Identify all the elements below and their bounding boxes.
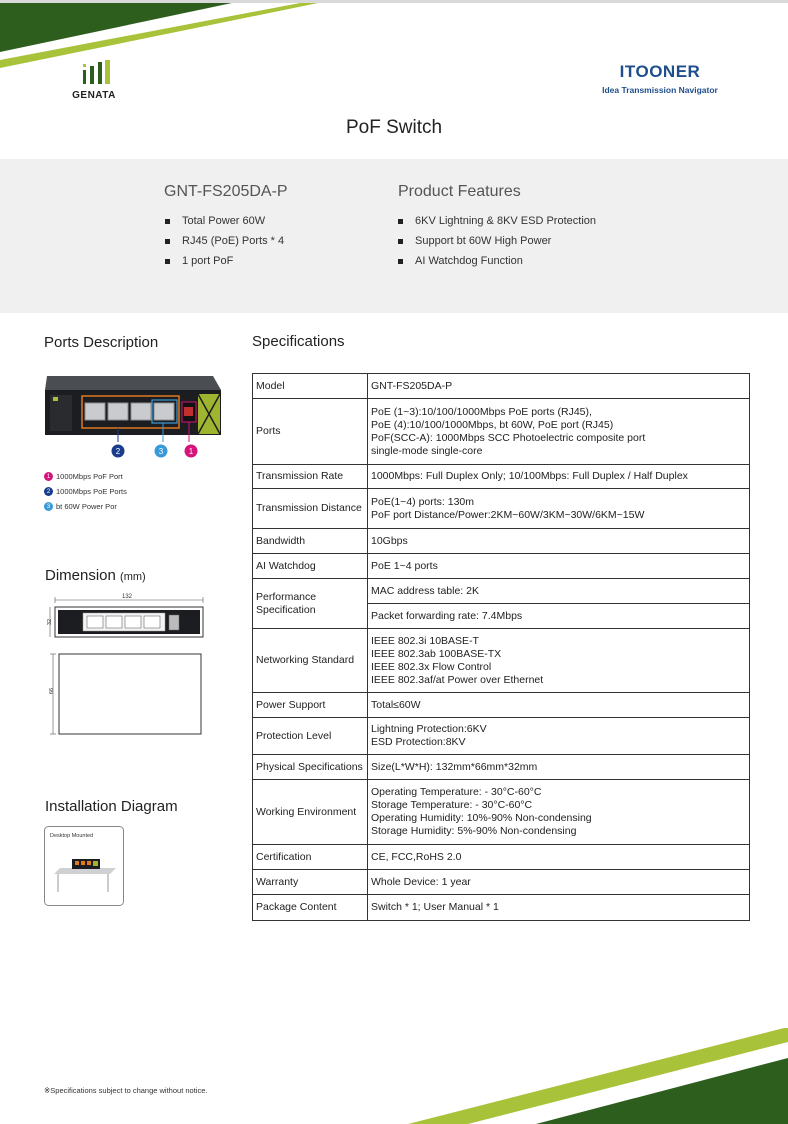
table-row [253, 693, 750, 718]
spec-value-line: PoF(SCC-A): 1000Mbps SCC Photoelectric composite port [371, 431, 646, 444]
spec-key-cell: Performance Specification [253, 579, 368, 629]
model-point: RJ45 (PoE) Ports * 4 [182, 235, 285, 247]
spec-value-cell [368, 399, 750, 465]
dimension-width-label: 132 [121, 594, 133, 600]
genata-logo [66, 60, 126, 102]
genata-logo-text: GENATA [72, 90, 116, 101]
itooner-tagline: Idea Transmission Navigator [602, 85, 718, 95]
model-heading: GNT-FS205DA-P [164, 183, 288, 200]
table-row [253, 870, 750, 895]
spec-key-cell: Working Environment [253, 780, 368, 845]
features-heading: Product Features [398, 183, 521, 200]
ports-heading: Ports Description [44, 334, 159, 351]
genata-bars-icon [81, 60, 111, 84]
model-points-list [165, 211, 284, 271]
spec-value-line: PoE(1~4) ports: 130m [371, 495, 475, 508]
legend-text: 1000Mbps PoF Port [56, 472, 123, 481]
bullet-square-icon [165, 239, 170, 244]
spec-value-line: PoE (1~3):10/100/1000Mbps PoE ports (RJ45), [371, 405, 592, 418]
spec-key-cell: Package Content [253, 895, 368, 921]
spec-value-line: CE, FCC,RoHS 2.0 [371, 850, 462, 863]
feature-item: 6KV Lightning & 8KV ESD Protection [415, 215, 596, 227]
features-list [398, 211, 596, 271]
spec-key-cell: Model [253, 374, 368, 399]
list-item [398, 231, 596, 251]
table-row [253, 579, 750, 604]
legend-dot-icon: 3 [44, 502, 53, 511]
spec-value-line: IEEE 802.3af/at Power over Ethernet [371, 673, 544, 686]
overview-band [0, 159, 788, 313]
itooner-logo-text: ITOONER [619, 62, 701, 81]
ports-legend [44, 469, 127, 514]
list-item [165, 251, 284, 271]
spec-key-cell: Certification [253, 845, 368, 870]
spec-value-cell [368, 755, 750, 780]
spec-value-cell [368, 895, 750, 921]
dimension-unit: (mm) [120, 571, 146, 583]
spec-value-line: IEEE 802.3i 10BASE-T [371, 634, 479, 647]
legend-text: bt 60W Power Por [56, 502, 117, 511]
installation-heading: Installation Diagram [45, 798, 178, 815]
spec-value-line: Switch * 1; User Manual * 1 [371, 901, 499, 913]
feature-item: Support bt 60W High Power [415, 235, 552, 247]
spec-key-cell: Transmission Distance [253, 489, 368, 529]
spec-key-cell: Bandwidth [253, 529, 368, 554]
itooner-logo [590, 62, 730, 102]
spec-value-line: MAC address table: 2K [371, 584, 479, 597]
spec-value-cell [368, 489, 750, 529]
spec-value-line: IEEE 802.3x Flow Control [371, 660, 492, 673]
table-row [253, 529, 750, 554]
table-row [253, 374, 750, 399]
spec-key-cell: Transmission Rate [253, 465, 368, 489]
spec-value-line: Size(L*W*H): 132mm*66mm*32mm [371, 760, 538, 773]
spec-value-cell [368, 780, 750, 845]
spec-value-line: single-mode single-core [371, 444, 483, 457]
spec-value-cell [368, 845, 750, 870]
legend-item [44, 469, 127, 484]
spec-value-line: PoE 1~4 ports [371, 559, 438, 572]
table-row [253, 489, 750, 529]
spec-value-line: Storage Humidity: 5%-90% Non-condensing [371, 825, 577, 837]
bullet-square-icon [398, 239, 403, 244]
table-row [253, 465, 750, 489]
spec-value-line: Packet forwarding rate: 7.4Mbps [371, 609, 523, 622]
model-point: 1 port PoF [182, 255, 234, 267]
bullet-square-icon [165, 219, 170, 224]
spec-value-line: Lightning Protection:6KV [371, 723, 487, 735]
dimension-heading [45, 567, 146, 584]
legend-text: 1000Mbps PoE Ports [56, 487, 127, 496]
bullet-square-icon [398, 259, 403, 264]
spec-value-cell [368, 604, 750, 629]
table-row [253, 845, 750, 870]
spec-value-line: 10Gbps [371, 534, 408, 547]
callout-3-label: 3 [158, 447, 164, 456]
spec-value-cell [368, 465, 750, 489]
spec-key-cell: Warranty [253, 870, 368, 895]
bullet-square-icon [398, 219, 403, 224]
spec-value-cell [368, 629, 750, 693]
table-row [253, 895, 750, 921]
spec-value-line: 1000Mbps: Full Duplex Only; 10/100Mbps: Full Duplex / Half Duplex [371, 470, 688, 482]
spec-value-line: GNT-FS205DA-P [371, 379, 453, 392]
spec-value-line: IEEE 802.3ab 100BASE-TX [371, 647, 502, 660]
spec-key-cell: Power Support [253, 693, 368, 718]
legend-item [44, 484, 127, 499]
spec-key-cell: Physical Specifications [253, 755, 368, 780]
spec-value-line: Operating Temperature: - 30°C-60°C [371, 786, 542, 798]
model-point: Total Power 60W [182, 215, 266, 227]
spec-value-line: Operating Humidity: 10%-90% Non-condensing [371, 812, 592, 824]
legend-item [44, 499, 127, 514]
spec-key-cell: Protection Level [253, 718, 368, 755]
spec-value-cell [368, 870, 750, 895]
table-row [253, 718, 750, 755]
legend-dot-icon: 2 [44, 487, 53, 496]
spec-value-line: Total≤60W [371, 698, 421, 711]
list-item [165, 211, 284, 231]
switch-front-image [43, 372, 223, 462]
bullet-square-icon [165, 259, 170, 264]
footnote: ※Specifications subject to change without notice. [44, 1086, 208, 1095]
table-row [253, 755, 750, 780]
page-title: PoF Switch [345, 117, 443, 138]
bottom-right-stripes [408, 1028, 788, 1124]
dimension-depth-label: 66 [49, 687, 55, 695]
list-item [165, 231, 284, 251]
installation-label: Desktop Mounted [50, 833, 94, 839]
spec-value-cell [368, 579, 750, 604]
spec-value-line: PoF port Distance/Power:2KM~60W/3KM~30W/6KM~15W [371, 508, 645, 521]
spec-value-cell [368, 529, 750, 554]
list-item [398, 211, 596, 231]
spec-value-cell [368, 554, 750, 579]
feature-item: AI Watchdog Function [415, 255, 523, 267]
spec-value-line: PoE (4):10/100/1000Mbps, bt 60W, PoE port (RJ45) [371, 418, 614, 431]
legend-dot-icon: 1 [44, 472, 53, 481]
spec-key-cell: Networking Standard [253, 629, 368, 693]
spec-key-cell: Ports [253, 399, 368, 465]
spec-value-cell [368, 374, 750, 399]
table-row [253, 629, 750, 693]
specifications-heading: Specifications [252, 333, 345, 350]
list-item [398, 251, 596, 271]
spec-value-cell [368, 718, 750, 755]
spec-value-line: Whole Device: 1 year [371, 875, 471, 888]
spec-key-cell: AI Watchdog [253, 554, 368, 579]
table-row [253, 780, 750, 845]
specifications-table [252, 373, 750, 921]
dimension-height-label: 32 [47, 618, 53, 626]
spec-value-line: ESD Protection:8KV [371, 736, 466, 748]
spec-value-line: Storage Temperature: - 30°C-60°C [371, 799, 533, 811]
table-row [253, 399, 750, 465]
dimension-drawing [43, 592, 208, 742]
top-left-stripes [0, 0, 320, 70]
table-row [253, 554, 750, 579]
dimension-title: Dimension [45, 567, 116, 584]
callout-2-label: 2 [115, 447, 121, 456]
specifications-table-body [253, 374, 750, 921]
callout-1-label: 1 [188, 447, 194, 456]
spec-value-cell [368, 693, 750, 718]
